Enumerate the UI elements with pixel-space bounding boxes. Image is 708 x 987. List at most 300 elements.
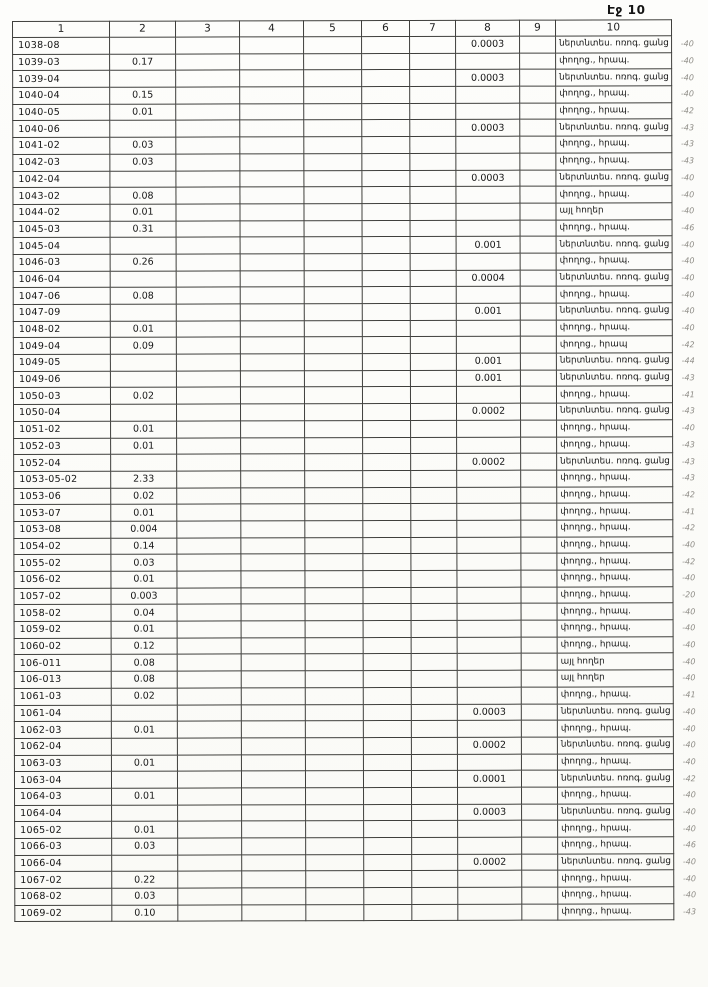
- cell-area-col2: [111, 771, 177, 788]
- cell-parcel-code: 1045-03: [13, 221, 110, 238]
- cell-land-use: այլ հողեր: [557, 670, 673, 687]
- cell-land-use: ներտնտես. ոռոգ. ցանց: [556, 119, 672, 136]
- cell-area-col8: 0.0003: [458, 804, 522, 821]
- table-row: [13, 269, 706, 288]
- margin-mark: -43: [681, 139, 695, 149]
- table-row: [14, 570, 707, 589]
- cell-empty-col6: [364, 804, 412, 821]
- cell-parcel-code: 1045-04: [13, 237, 110, 254]
- cell-empty-col7: [411, 437, 457, 454]
- cell-empty-col9: [521, 587, 557, 604]
- cell-empty-col4: [240, 187, 304, 204]
- cell-land-use: փողոց., հրապ.: [556, 136, 672, 153]
- cell-area-col2: 0.01: [111, 621, 177, 638]
- cell-empty-col9: [520, 286, 556, 303]
- margin-mark: -43: [681, 406, 695, 416]
- cell-empty-col9: [521, 737, 557, 754]
- cell-area-col8: [456, 86, 520, 103]
- cell-area-col2: 0.01: [111, 438, 177, 455]
- cell-empty-col3: [177, 437, 241, 454]
- cell-empty-col7: [411, 537, 457, 554]
- cell-empty-col4: [240, 287, 304, 304]
- cell-empty-col9: [522, 887, 558, 904]
- cell-land-use: այլ հողեր: [556, 203, 672, 220]
- cell-empty-col6: [363, 570, 411, 587]
- cell-empty-col6: [362, 170, 410, 187]
- table-row: [13, 236, 706, 255]
- cell-empty-col7: [411, 403, 457, 420]
- cell-empty-col5: [304, 220, 362, 237]
- margin-mark: -40: [682, 857, 696, 867]
- cell-empty-col6: [362, 70, 410, 87]
- cell-empty-col5: [306, 904, 364, 921]
- cell-empty-col3: [176, 154, 240, 171]
- table-row: [15, 820, 708, 839]
- margin-mark: -40: [682, 740, 696, 750]
- cell-empty-col3: [176, 321, 240, 338]
- cell-empty-col5: [305, 571, 363, 588]
- table-row: [14, 686, 707, 705]
- cell-parcel-code: 1047-06: [13, 288, 110, 305]
- cell-area-col2: 0.01: [112, 821, 178, 838]
- margin-mark: -40: [682, 673, 696, 683]
- cell-parcel-code: 1069-02: [15, 905, 112, 922]
- cell-parcel-code: 1064-03: [15, 788, 112, 805]
- cell-empty-col5: [304, 53, 362, 70]
- cell-empty-col6: [363, 771, 411, 788]
- cell-area-col8: 0.001: [456, 370, 520, 387]
- cell-empty-col7: [410, 187, 456, 204]
- table-row: [14, 603, 707, 622]
- cell-area-col2: [112, 855, 178, 872]
- cell-land-use: ներտնտես. ոռոգ. ցանց: [558, 803, 674, 820]
- cell-empty-col5: [304, 237, 362, 254]
- cell-empty-col5: [304, 354, 362, 371]
- margin-mark: -40: [681, 273, 695, 283]
- cell-empty-col7: [411, 771, 457, 788]
- cell-empty-col4: [241, 421, 305, 438]
- cell-empty-col9: [521, 620, 557, 637]
- margin-mark: -42: [682, 523, 696, 533]
- table-row: [14, 586, 707, 605]
- cell-area-col8: 0.0003: [457, 704, 521, 721]
- cell-area-col2: 0.14: [111, 538, 177, 555]
- cell-empty-col3: [178, 805, 242, 822]
- cell-empty-col5: [305, 637, 363, 654]
- column-header-5: 5: [304, 21, 362, 37]
- margin-mark: -41: [682, 690, 696, 700]
- cell-land-use: ներտնտես. ոռոգ. ցանց: [556, 353, 672, 370]
- cell-empty-col7: [412, 821, 458, 838]
- cell-parcel-code: 1041-02: [13, 137, 110, 154]
- cell-empty-col4: [241, 487, 305, 504]
- cell-empty-col4: [242, 888, 306, 905]
- cell-empty-col7: [410, 170, 456, 187]
- cell-empty-col9: [520, 53, 556, 70]
- margin-mark: -40: [682, 656, 696, 667]
- cell-land-use: փողոց., հրապ.: [557, 603, 673, 620]
- table-row: [13, 369, 706, 388]
- margin-mark: -40: [682, 790, 696, 800]
- cell-empty-col6: [363, 404, 411, 421]
- margin-mark: -40: [682, 540, 696, 550]
- cell-empty-col4: [240, 337, 304, 354]
- table-row: [15, 803, 708, 822]
- cell-empty-col9: [520, 220, 556, 237]
- cell-empty-col6: [364, 837, 412, 854]
- cell-land-use: փողոց., հրապ: [556, 336, 672, 353]
- cell-empty-col5: [304, 153, 362, 170]
- cell-empty-col4: [240, 220, 304, 237]
- cell-area-col2: 0.03: [110, 137, 176, 154]
- cell-empty-col5: [304, 203, 362, 220]
- cell-empty-col4: [241, 471, 305, 488]
- cell-parcel-code: 1062-04: [14, 738, 111, 755]
- cell-empty-col3: [177, 554, 241, 571]
- cell-parcel-code: 1056-02: [14, 571, 111, 588]
- cell-empty-col3: [176, 204, 240, 221]
- cell-empty-col4: [241, 454, 305, 471]
- cell-empty-col7: [411, 721, 457, 738]
- cell-empty-col7: [411, 420, 457, 437]
- cell-empty-col3: [178, 821, 242, 838]
- cell-area-col8: [456, 337, 520, 354]
- cell-area-col2: 0.04: [111, 604, 177, 621]
- cell-area-col8: [457, 604, 521, 621]
- cell-empty-col7: [411, 604, 457, 621]
- cell-empty-col7: [412, 871, 458, 888]
- cell-area-col8: 0.0002: [457, 453, 521, 470]
- cell-empty-col7: [411, 520, 457, 537]
- table-row: [15, 837, 708, 856]
- cell-empty-col5: [304, 70, 362, 87]
- cell-empty-col4: [240, 370, 304, 387]
- cell-area-col8: [458, 787, 522, 804]
- cell-area-col8: [456, 203, 520, 220]
- cell-empty-col4: [241, 437, 305, 454]
- margin-header-spacer: [671, 20, 705, 36]
- margin-mark: -40: [680, 89, 694, 99]
- cell-empty-col6: [364, 871, 412, 888]
- cell-area-col8: [456, 153, 520, 170]
- cell-empty-col4: [240, 254, 304, 271]
- cell-area-col2: 0.08: [111, 655, 177, 672]
- cell-land-use: ներտնտես. ոռոգ. ցանց: [557, 703, 673, 720]
- cell-land-use: ներտնտես. ոռոգ. ցանց: [557, 770, 673, 787]
- cell-parcel-code: 1054-02: [14, 538, 111, 555]
- cell-empty-col4: [241, 537, 305, 554]
- cell-parcel-code: 1066-04: [15, 855, 112, 872]
- margin-mark: -43: [680, 122, 695, 133]
- cell-empty-col5: [306, 888, 364, 905]
- margin-mark: -40: [681, 173, 695, 183]
- cell-empty-col4: [240, 154, 304, 171]
- column-header-4: 4: [240, 21, 304, 37]
- cell-parcel-code: 1053-05-02: [14, 471, 111, 488]
- cell-empty-col3: [178, 905, 242, 922]
- cell-empty-col7: [410, 136, 456, 153]
- cell-empty-col5: [305, 554, 363, 571]
- table-row: [14, 453, 707, 472]
- table-row: [13, 152, 706, 171]
- cell-empty-col7: [410, 120, 456, 137]
- cell-land-use: ներտնտես. ոռոգ. ցանց: [557, 453, 673, 470]
- cell-empty-col6: [363, 754, 411, 771]
- cell-parcel-code: 1040-06: [13, 121, 110, 138]
- margin-mark: -43: [681, 473, 695, 483]
- cell-empty-col3: [178, 855, 242, 872]
- cell-empty-col3: [176, 87, 240, 104]
- cell-area-col2: 0.01: [110, 204, 176, 221]
- cell-empty-col7: [410, 86, 456, 103]
- cell-empty-col9: [520, 136, 556, 153]
- cell-empty-col3: [176, 187, 240, 204]
- column-header-8: 8: [455, 20, 519, 36]
- cell-empty-col3: [177, 638, 241, 655]
- cell-empty-col6: [363, 587, 411, 604]
- cell-land-use: փողոց., հրապ.: [557, 420, 673, 437]
- cell-land-use: փողոց., հրապ.: [557, 470, 673, 487]
- cell-empty-col7: [410, 103, 456, 120]
- cell-area-col2: [111, 738, 177, 755]
- cell-area-col2: 0.004: [111, 521, 177, 538]
- cell-empty-col9: [521, 487, 557, 504]
- cell-parcel-code: 1049-06: [13, 371, 110, 388]
- cell-empty-col4: [240, 320, 304, 337]
- cell-parcel-code: 1048-02: [13, 321, 110, 338]
- cell-parcel-code: 1066-03: [15, 838, 112, 855]
- cell-empty-col4: [240, 37, 304, 54]
- cell-area-col8: [458, 837, 522, 854]
- margin-mark: -40: [682, 606, 696, 616]
- cell-area-col8: [456, 136, 520, 153]
- cell-land-use: ներտնտես. ոռոգ. ցանց: [556, 69, 672, 86]
- cell-empty-col3: [176, 271, 240, 288]
- margin-mark: -42: [680, 106, 695, 116]
- cell-empty-col9: [521, 420, 557, 437]
- cell-empty-col6: [362, 53, 410, 70]
- cell-land-use: փողոց., հրապ.: [556, 286, 672, 303]
- cell-empty-col3: [178, 871, 242, 888]
- cell-empty-col9: [520, 270, 556, 287]
- cell-empty-col4: [240, 170, 304, 187]
- cell-empty-col7: [411, 670, 457, 687]
- cell-empty-col3: [177, 738, 241, 755]
- cell-area-col8: [456, 186, 520, 203]
- table-row: [14, 737, 707, 756]
- cell-parcel-code: 1049-05: [13, 354, 110, 371]
- cell-empty-col6: [362, 103, 410, 120]
- cell-empty-col7: [410, 53, 456, 70]
- cell-area-col2: [110, 304, 176, 321]
- margin-mark: -20: [682, 590, 696, 600]
- cell-empty-col5: [304, 387, 362, 404]
- cell-land-use: ներտնտես. ոռոգ. ցանց: [556, 36, 672, 53]
- cell-area-col8: 0.0002: [458, 854, 522, 871]
- column-header-6: 6: [362, 20, 410, 36]
- table-row: [13, 69, 706, 88]
- margin-mark: -40: [682, 707, 696, 717]
- cell-empty-col7: [411, 687, 457, 704]
- cell-empty-col7: [410, 237, 456, 254]
- cell-empty-col5: [305, 671, 363, 688]
- cell-empty-col6: [363, 487, 411, 504]
- cell-empty-col5: [306, 838, 364, 855]
- cell-empty-col9: [521, 553, 557, 570]
- cell-parcel-code: 1064-04: [15, 805, 112, 822]
- cell-parcel-code: 1055-02: [14, 555, 111, 572]
- cell-area-col2: 0.01: [111, 421, 177, 438]
- cell-empty-col7: [410, 253, 456, 270]
- cell-area-col2: 0.17: [110, 54, 176, 71]
- cell-empty-col6: [363, 687, 411, 704]
- cell-empty-col6: [363, 520, 411, 537]
- cell-parcel-code: 1047-09: [13, 304, 110, 321]
- table-row: [14, 770, 707, 789]
- cell-empty-col9: [521, 770, 557, 787]
- cell-empty-col4: [240, 53, 304, 70]
- cell-empty-col7: [412, 904, 458, 921]
- cell-area-col8: [458, 887, 522, 904]
- cell-parcel-code: 1052-03: [14, 438, 111, 455]
- cell-empty-col5: [305, 404, 363, 421]
- cell-land-use: փողոց., հրապ.: [557, 753, 673, 770]
- cell-land-use: փողոց., հրապ.: [557, 637, 673, 654]
- cell-empty-col7: [411, 754, 457, 771]
- table-row: [13, 319, 706, 338]
- table-row: [15, 887, 708, 906]
- cell-area-col2: 0.03: [111, 554, 177, 571]
- cell-land-use: փողոց., հրապ.: [557, 520, 673, 537]
- cell-empty-col4: [241, 754, 305, 771]
- cell-empty-col7: [412, 837, 458, 854]
- cell-empty-col9: [521, 453, 557, 470]
- cell-empty-col5: [305, 654, 363, 671]
- margin-mark: -40: [681, 189, 695, 199]
- cell-empty-col7: [410, 220, 456, 237]
- cell-empty-col5: [304, 370, 362, 387]
- cell-area-col2: 0.01: [111, 571, 177, 588]
- cell-empty-col7: [411, 570, 457, 587]
- cell-parcel-code: 1053-07: [14, 504, 111, 521]
- cell-empty-col7: [410, 203, 456, 220]
- cell-empty-col9: [521, 637, 557, 654]
- margin-mark: -40: [682, 573, 696, 583]
- cell-empty-col7: [411, 620, 457, 637]
- cell-empty-col7: [412, 854, 458, 871]
- cell-area-col8: [456, 53, 520, 70]
- cell-empty-col7: [410, 337, 456, 354]
- cell-area-col8: [457, 553, 521, 570]
- cell-empty-col6: [363, 671, 411, 688]
- cell-empty-col7: [411, 487, 457, 504]
- cell-land-use: փողոց., հրապ.: [556, 319, 672, 336]
- cell-empty-col6: [362, 253, 410, 270]
- column-header-3: 3: [176, 21, 240, 37]
- cell-empty-col6: [363, 737, 411, 754]
- cell-parcel-code: 1063-04: [14, 771, 111, 788]
- cell-area-col2: [111, 705, 177, 722]
- margin-mark: -40: [680, 39, 694, 49]
- cell-empty-col3: [178, 788, 242, 805]
- margin-mark: -40: [681, 239, 695, 249]
- cell-empty-col4: [240, 204, 304, 221]
- table-row: [14, 486, 707, 505]
- cell-empty-col9: [521, 704, 557, 721]
- margin-mark: -41: [681, 389, 695, 400]
- cell-empty-col5: [304, 170, 362, 187]
- table-row: [13, 386, 706, 405]
- cell-empty-col3: [176, 104, 240, 121]
- cell-area-col2: 0.12: [111, 638, 177, 655]
- cell-area-col2: 0.31: [110, 221, 176, 238]
- cell-empty-col9: [521, 754, 557, 771]
- cell-empty-col6: [363, 721, 411, 738]
- cell-empty-col5: [305, 737, 363, 754]
- cell-area-col2: 0.03: [110, 154, 176, 171]
- cell-parcel-code: 1038-08: [13, 37, 110, 54]
- cell-empty-col4: [242, 788, 306, 805]
- cell-empty-col4: [241, 704, 305, 721]
- cell-empty-col3: [177, 588, 241, 605]
- cell-empty-col5: [304, 320, 362, 337]
- table-row: [15, 903, 708, 922]
- cell-parcel-code: 1039-04: [13, 71, 110, 88]
- margin-mark: -40: [681, 423, 695, 433]
- cell-land-use: փողոց., հրապ.: [557, 436, 673, 453]
- cell-land-use: ներտնտես. ոռոգ. ցանց: [556, 269, 672, 286]
- cell-area-col2: 0.003: [111, 588, 177, 605]
- cell-empty-col9: [520, 69, 556, 86]
- cell-land-use: փողոց., հրապ.: [557, 620, 673, 637]
- cell-area-col2: 0.01: [110, 321, 176, 338]
- cell-empty-col4: [242, 838, 306, 855]
- cell-area-col2: 0.10: [112, 905, 178, 922]
- cell-empty-col5: [304, 304, 362, 321]
- table-row: [14, 536, 707, 555]
- cell-empty-col6: [363, 504, 411, 521]
- table-row: [14, 470, 707, 489]
- cell-empty-col4: [241, 404, 305, 421]
- cell-empty-col3: [177, 771, 241, 788]
- cell-empty-col6: [363, 704, 411, 721]
- cell-area-col8: [456, 253, 520, 270]
- margin-mark: -46: [681, 223, 695, 233]
- cell-land-use: այլ հողեր: [557, 653, 673, 670]
- cell-empty-col5: [305, 587, 363, 604]
- cell-empty-col6: [363, 654, 411, 671]
- cell-empty-col3: [176, 337, 240, 354]
- cell-empty-col9: [521, 570, 557, 587]
- cell-empty-col4: [241, 621, 305, 638]
- cell-empty-col4: [241, 587, 305, 604]
- cell-empty-col7: [411, 554, 457, 571]
- table-row: [14, 753, 707, 772]
- cell-land-use: փողոց., հրապ.: [558, 787, 674, 804]
- cell-empty-col9: [520, 236, 556, 253]
- cell-empty-col4: [240, 304, 304, 321]
- cell-parcel-code: 1061-03: [14, 688, 111, 705]
- cell-area-col8: [457, 670, 521, 687]
- cell-empty-col6: [362, 354, 410, 371]
- cell-area-col2: 0.03: [112, 888, 178, 905]
- table-row: [14, 436, 707, 455]
- cell-empty-col7: [411, 654, 457, 671]
- cell-parcel-code: 1040-04: [13, 87, 110, 104]
- cell-empty-col9: [520, 353, 556, 370]
- cell-land-use: փողոց., հրապ.: [558, 887, 674, 904]
- table-row: [13, 52, 706, 71]
